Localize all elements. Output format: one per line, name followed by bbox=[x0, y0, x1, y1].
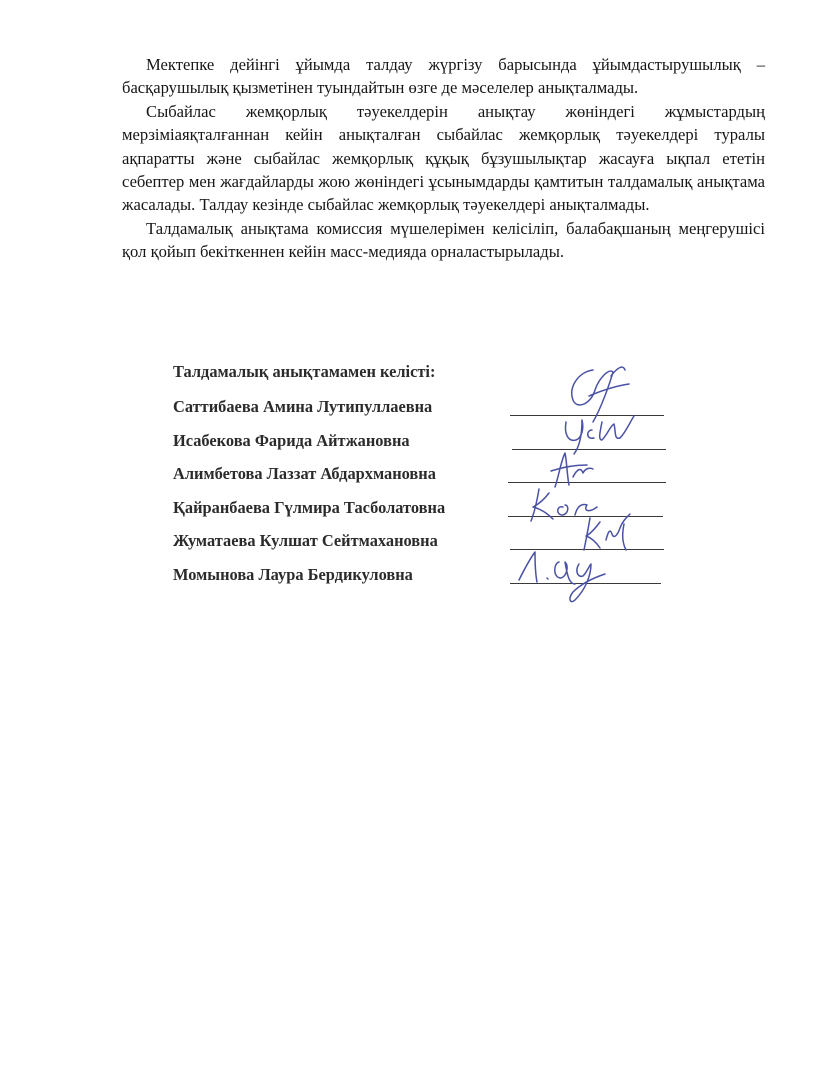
signatory-row bbox=[173, 524, 693, 558]
signatory-row bbox=[173, 558, 693, 592]
signatory-name: Саттибаева Амина Лутипуллаевна bbox=[173, 397, 433, 416]
signatory-name: Қайранбаева Гүлмира Тасболатовна bbox=[173, 497, 446, 517]
signatory-row bbox=[173, 457, 693, 491]
signatory-name: Жуматаева Кулшат Сейтмахановна bbox=[173, 531, 438, 550]
approval-block bbox=[173, 358, 693, 591]
paragraph-3: Талдамалық анықтама комиссия мүшелерімен келісіліп, балабақшаның меңгерушісі қол қойып бекіткеннен кейін масс-медияда орналастырылады. bbox=[122, 218, 765, 262]
signatory-row bbox=[173, 424, 693, 458]
signatory-name: Момынова Лаура Бердикуловна bbox=[173, 564, 413, 584]
approval-heading: Талдамалық анықтамамен келісті: bbox=[173, 362, 436, 381]
signatory-name: Алимбетова Лаззат Абдархмановна bbox=[173, 464, 436, 483]
signature-mark bbox=[513, 544, 613, 606]
body-text bbox=[122, 53, 765, 264]
paragraph-1: Мектепке дейінгі ұйымда талдау жүргізу барысында ұйымдастырушылық – басқарушылық қызметінен туындайтын өзге де мәселелер анықталмады. bbox=[122, 55, 765, 98]
signatory-name: Исабекова Фарида Айтжановна bbox=[173, 430, 410, 450]
paragraph-2: Сыбайлас жемқорлық тәуекелдерін анықтау жөніндегі жұмыстардың мерзіміаяқталғаннан кейін анықталған сыбайлас жемқорлық тәуекелдері туралы ақпаратты және сыбайлас жемқорлық құқық бұзушылықтар жасауға ықпал ететін себептер мен жағдайларды жою жөніндегі ұсынымдарды қамтитын талдамалық анықтама жасалады. Талдау кезінде сыбайлас жемқорлық тәуекелдері анықталмады. bbox=[122, 101, 765, 215]
